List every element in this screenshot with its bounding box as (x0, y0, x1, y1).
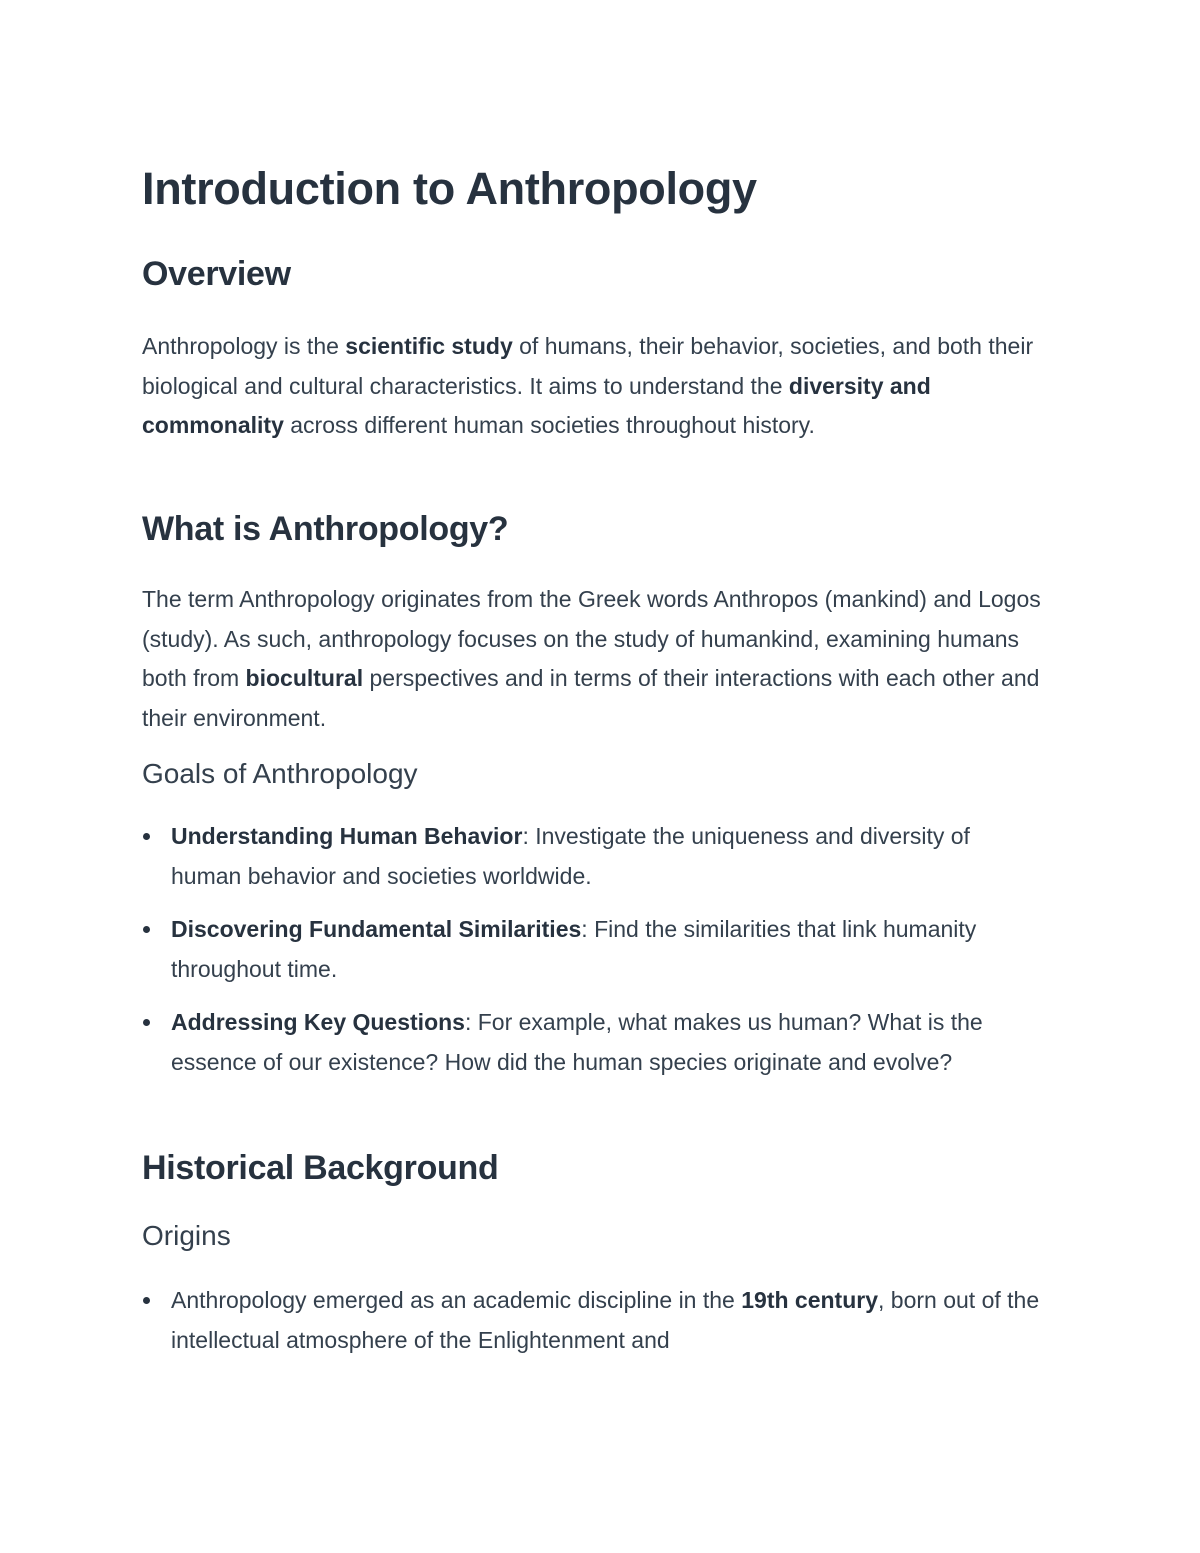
what-is-paragraph (142, 580, 1067, 738)
historical-background-heading: Historical Background (142, 1149, 499, 1187)
goal-title: Understanding Human Behavior (171, 823, 523, 849)
goals-list-item (142, 1003, 1042, 1082)
overview-text-1: Anthropology is the (142, 333, 346, 359)
document-title: Introduction to Anthropology (142, 163, 757, 214)
overview-heading: Overview (142, 255, 291, 293)
goal-text: : For example, what makes us human? What is the essence of our existence? How did the human species originate and evolve? (171, 1009, 983, 1075)
goal-title: Discovering Fundamental Similarities (171, 916, 582, 942)
what-is-bold-1: biocultural (245, 665, 364, 691)
goal-title: Addressing Key Questions (171, 1009, 465, 1035)
overview-bold-1: scientific study (345, 333, 513, 359)
goal-text: : Investigate the uniqueness and diversity of human behavior and societies worldwide. (171, 823, 970, 889)
what-is-text-2: perspectives and in terms of their interactions with each other and their environment. (142, 665, 1040, 731)
goals-list-item (142, 817, 1042, 896)
overview-text-2: of humans, their behavior, societies, and both their biological and cultural characteristics. It aims to understand the (142, 333, 1034, 399)
origins-bold: 19th century (741, 1287, 878, 1313)
origins-list (142, 1281, 1042, 1360)
goals-heading: Goals of Anthropology (142, 758, 418, 789)
origins-text-1: Anthropology emerged as an academic discipline in the (171, 1287, 742, 1313)
overview-bold-2: diversity and commonality (142, 372, 931, 438)
overview-paragraph (142, 327, 1067, 446)
origins-heading: Origins (142, 1220, 231, 1251)
origins-list-item (142, 1281, 1042, 1360)
goals-list-item (142, 910, 1042, 989)
what-is-heading: What is Anthropology? (142, 510, 509, 548)
goal-text: : Find the similarities that link humanity throughout time. (171, 916, 977, 982)
origins-text-2: , born out of the intellectual atmosphere of the Enlightenment and (171, 1287, 1040, 1353)
overview-text-3: across different human societies throughout history. (283, 412, 815, 438)
what-is-text-1: The term Anthropology originates from the Greek words Anthropos (mankind) and Logos (study). As such, anthropology focuses on the study of humankind, examining humans both from (142, 586, 1041, 691)
goals-list (142, 817, 1042, 1082)
